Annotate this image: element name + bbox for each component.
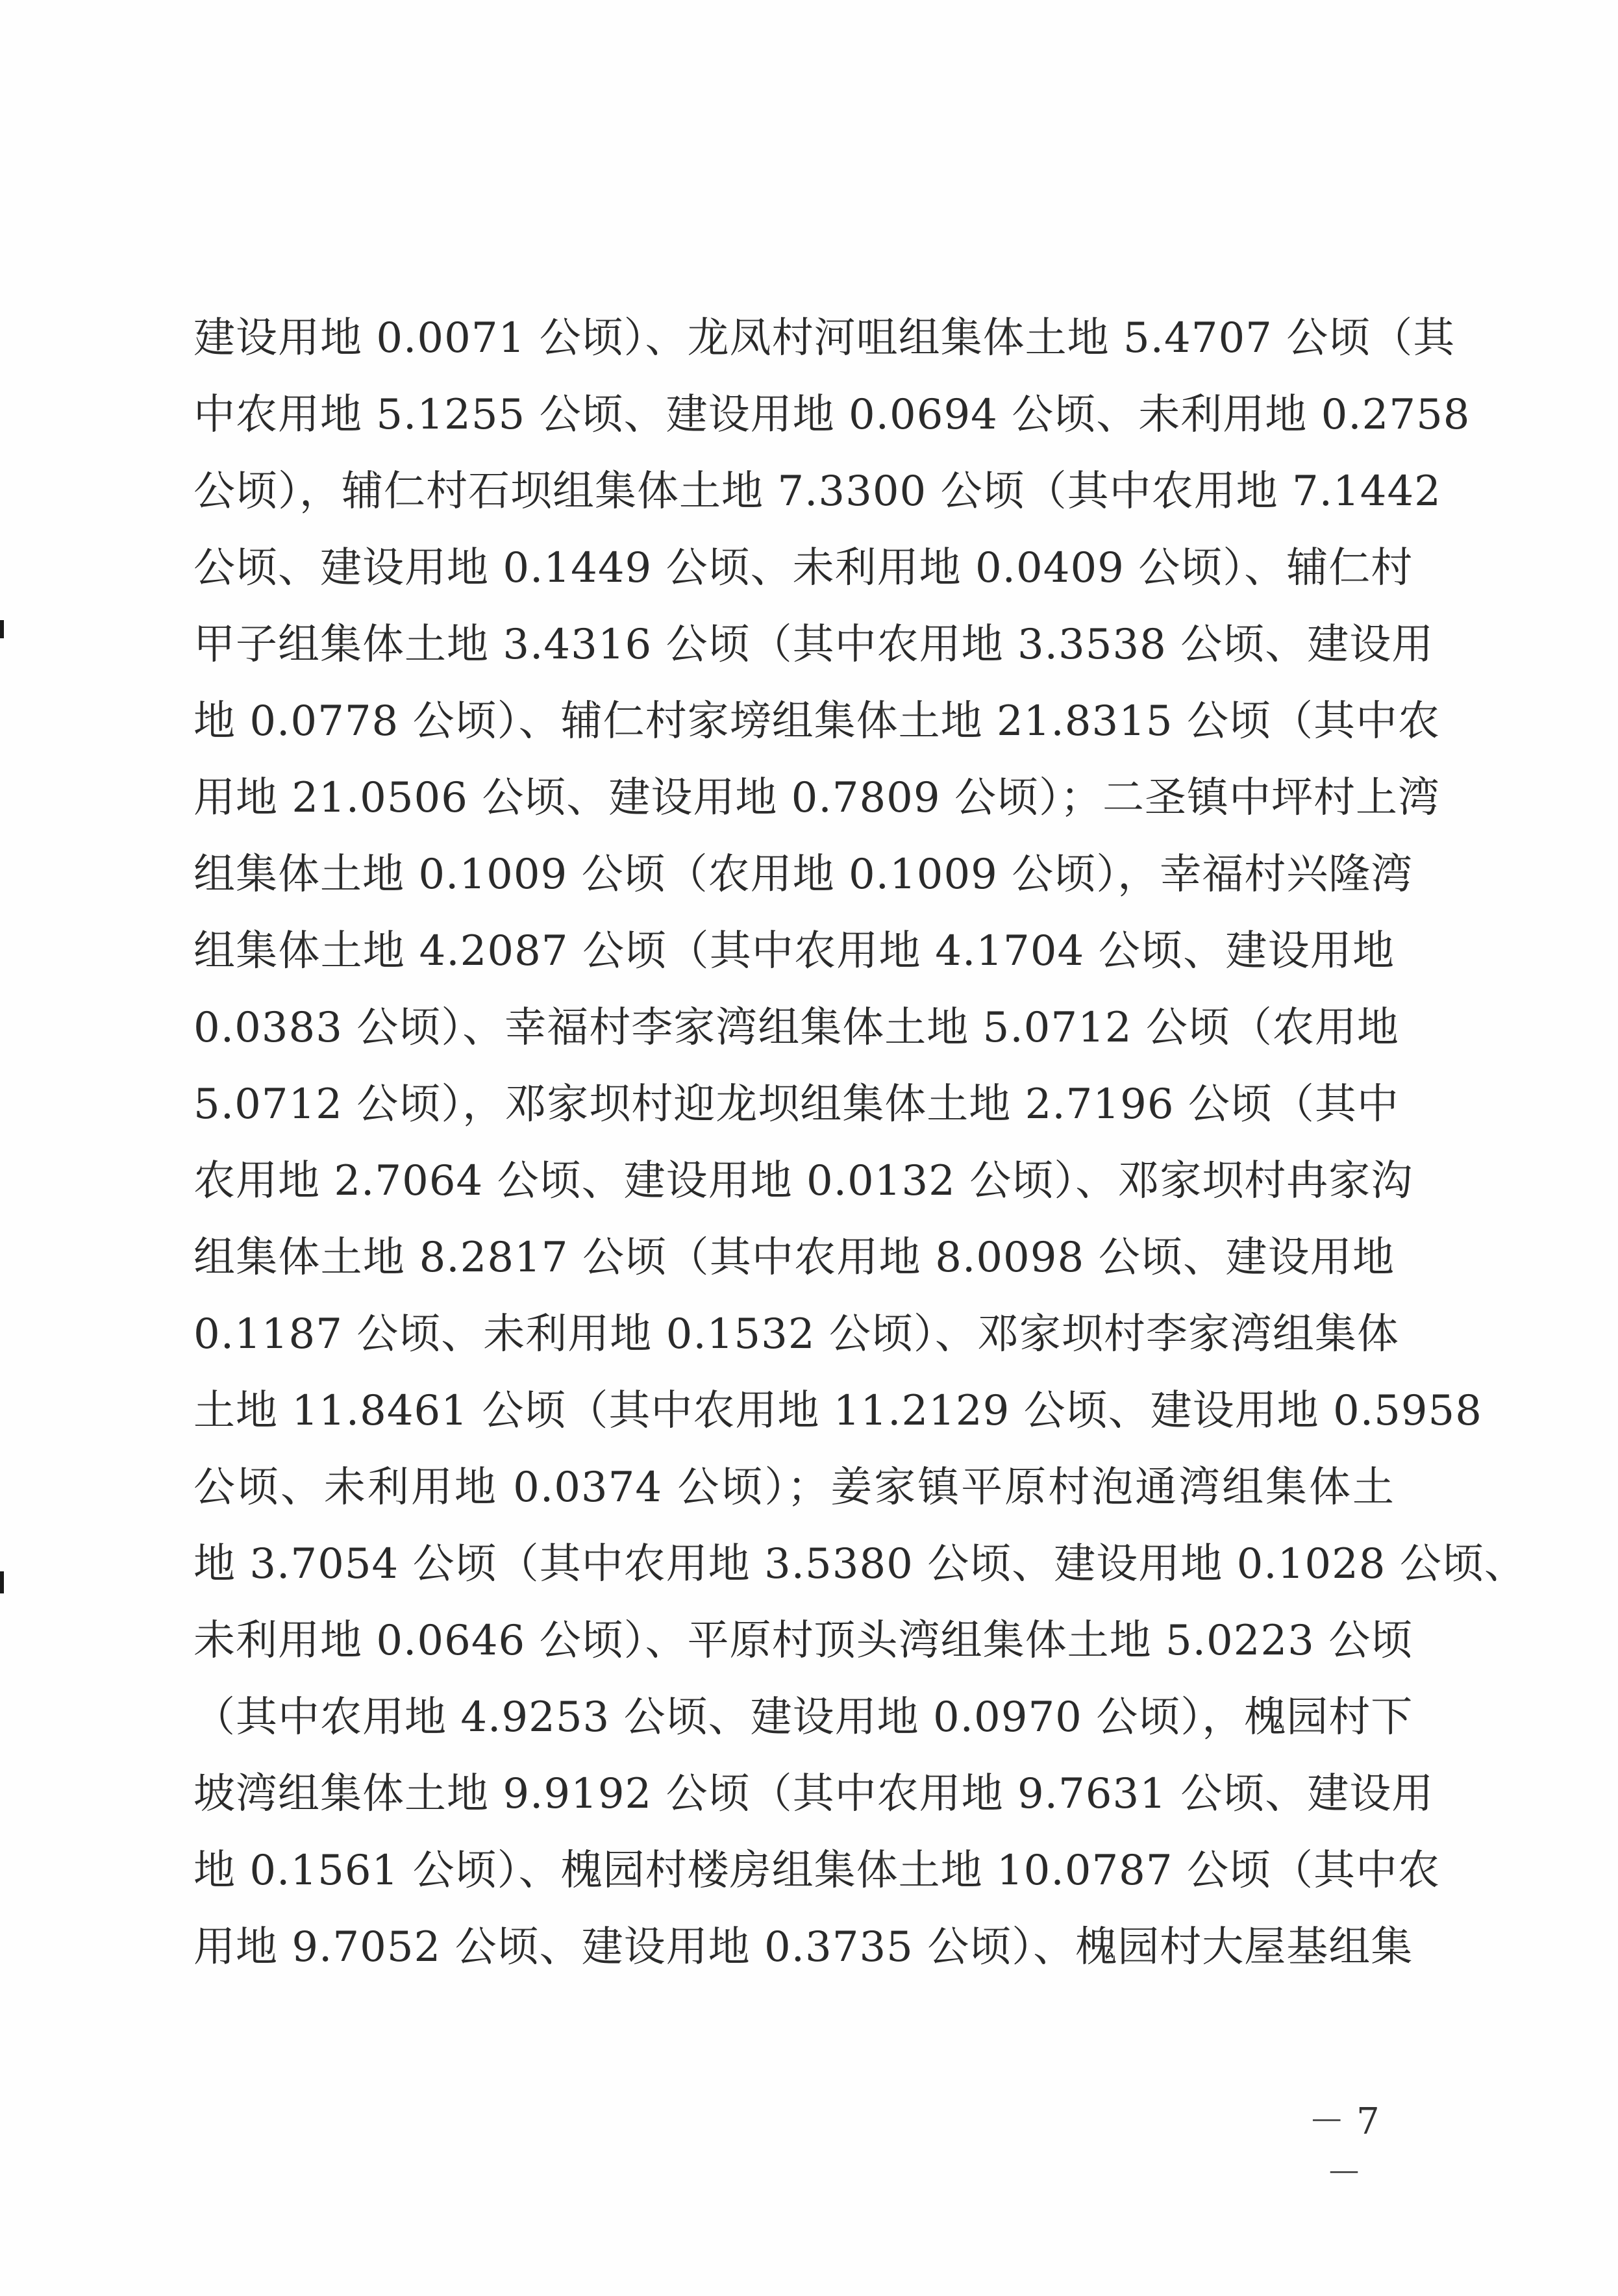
scan-edge-mark <box>0 1571 4 1593</box>
text-line: 地 0.1561 公顷）、槐园村楼房组集体土地 10.0787 公顷（其中农 <box>193 1847 1440 1895</box>
text-line: 用地 21.0506 公顷、建设用地 0.7809 公顷）；二圣镇中坪村上湾 <box>193 774 1440 822</box>
text-line: （其中农用地 4.9253 公顷、建设用地 0.0970 公顷），槐园村下 <box>193 1693 1413 1741</box>
text-line: 组集体土地 0.1009 公顷（农用地 0.1009 公顷），幸福村兴隆湾 <box>193 851 1413 899</box>
text-line: 建设用地 0.0071 公顷）、龙凤村河咀组集体土地 5.4707 公顷（其 <box>193 314 1456 362</box>
scan-edge-mark <box>0 620 4 638</box>
text-line: 0.0383 公顷）、幸福村李家湾组集体土地 5.0712 公顷（农用地 <box>193 1004 1399 1052</box>
text-line: 中农用地 5.1255 公顷、建设用地 0.0694 公顷、未利用地 0.2758 <box>193 391 1471 439</box>
text-line: 地 0.0778 公顷）、辅仁村家塝组集体土地 21.8315 公顷（其中农 <box>193 697 1440 745</box>
text-line: 0.1187 公顷、未利用地 0.1532 公顷）、邓家坝村李家湾组集体 <box>193 1310 1399 1358</box>
text-line: 5.0712 公顷），邓家坝村迎龙坝组集体土地 2.7196 公顷（其中 <box>193 1080 1399 1129</box>
text-line: 用地 9.7052 公顷、建设用地 0.3735 公顷）、槐园村大屋基组集 <box>193 1923 1413 1971</box>
text-line: 公顷），辅仁村石坝组集体土地 7.3300 公顷（其中农用地 7.1442 <box>193 468 1441 516</box>
text-line: 公顷、建设用地 0.1449 公顷、未利用地 0.0409 公顷）、辅仁村 <box>193 544 1413 592</box>
text-line: 公顷、未利用地 0.0374 公顷）；姜家镇平原村泡通湾组集体土 <box>193 1464 1395 1512</box>
body-paragraph <box>193 300 1526 1986</box>
text-line: 组集体土地 4.2087 公顷（其中农用地 4.1704 公顷、建设用地 <box>193 927 1395 975</box>
text-line: 农用地 2.7064 公顷、建设用地 0.0132 公顷）、邓家坝村冉家沟 <box>193 1157 1413 1205</box>
text-line: 甲子组集体土地 3.4316 公顷（其中农用地 3.3538 公顷、建设用 <box>193 621 1434 669</box>
text-line: 坡湾组集体土地 9.9192 公顷（其中农用地 9.7631 公顷、建设用 <box>193 1770 1434 1818</box>
page-number: － 7 － <box>1308 2101 1380 2195</box>
text-line: 组集体土地 8.2817 公顷（其中农用地 8.0098 公顷、建设用地 <box>193 1234 1395 1282</box>
text-line: 地 3.7054 公顷（其中农用地 3.5380 公顷、建设用地 0.1028 公顷、 <box>193 1540 1526 1588</box>
text-line: 土地 11.8461 公顷（其中农用地 11.2129 公顷、建设用地 0.5958 <box>193 1387 1482 1435</box>
text-line: 未利用地 0.0646 公顷）、平原村顶头湾组集体土地 5.0223 公顷 <box>193 1617 1413 1665</box>
